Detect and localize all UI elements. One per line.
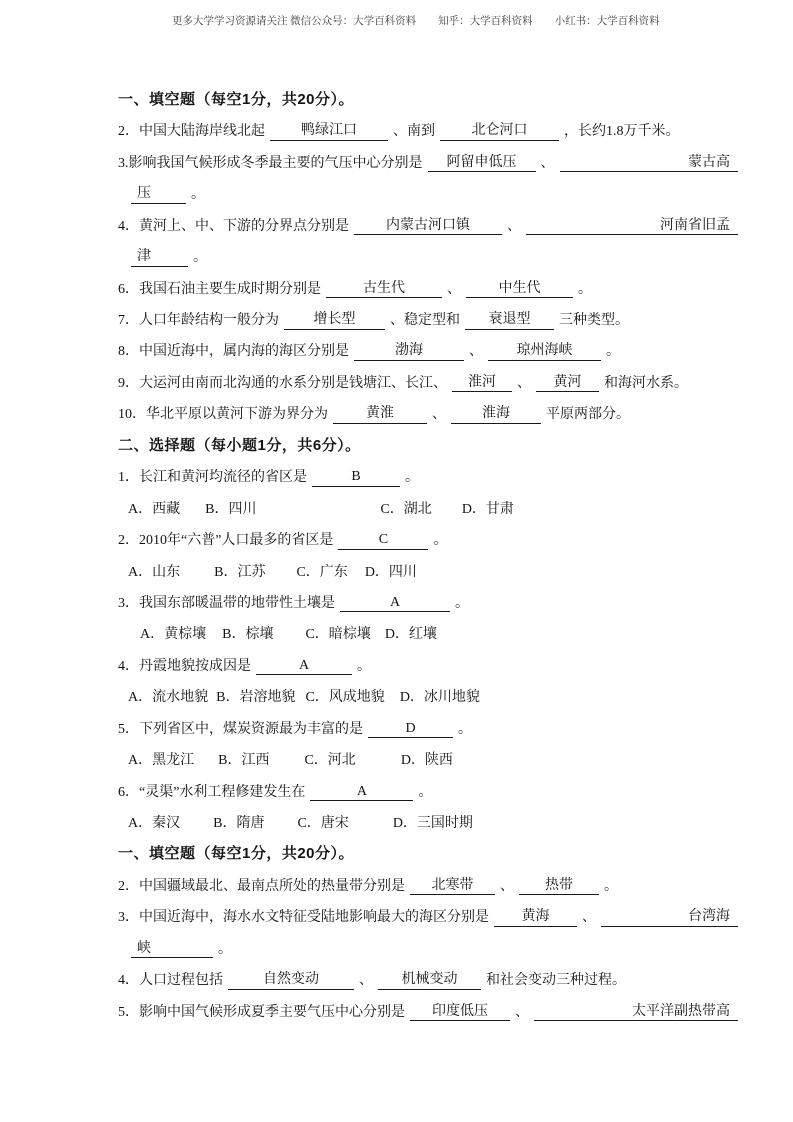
spacing-gap xyxy=(194,768,218,770)
section-heading: 一、填空题（每空1分，共20分）。 xyxy=(118,90,355,108)
header-note-xiaohongshu: 小红书：大学百科资料 xyxy=(554,16,660,27)
spacing-gap xyxy=(264,831,297,833)
question-line xyxy=(118,581,738,612)
answer-blank: 黄海 xyxy=(494,908,577,927)
question-text: 、 xyxy=(507,218,521,234)
spacing-gap xyxy=(180,579,214,581)
answer-blank: 河南省旧孟 xyxy=(526,217,738,236)
question-line xyxy=(118,204,738,235)
question-text: 2．2010年“六普”人口最多的省区是 xyxy=(118,533,334,549)
question-text: 。 xyxy=(357,658,371,674)
option-item: C．唐宋 xyxy=(297,816,349,831)
question-line xyxy=(118,770,738,801)
answer-blank: 黄淮 xyxy=(333,405,427,424)
exam-content xyxy=(118,78,738,1021)
option-item: A．山东 xyxy=(128,564,181,580)
question-line xyxy=(118,298,738,329)
question-line xyxy=(118,707,738,738)
answer-blank: A xyxy=(256,657,352,676)
question-line xyxy=(118,109,738,140)
question-text: 6．“灵渠”水利工程修建发生在 xyxy=(118,784,306,800)
answer-blank: 北寒带 xyxy=(410,877,495,896)
spacing-gap xyxy=(208,705,216,707)
page-header xyxy=(172,13,660,28)
answer-blank: 机械变动 xyxy=(378,971,481,990)
option-item: B．棕壤 xyxy=(222,627,274,643)
question-text: 。 xyxy=(191,187,205,203)
question-line xyxy=(118,141,738,172)
answer-blank: 阿留申低压 xyxy=(428,154,536,173)
option-item: D．陕西 xyxy=(400,753,453,769)
answer-blank: 自然变动 xyxy=(228,971,354,990)
question-text: 、 xyxy=(500,878,514,894)
options-line xyxy=(118,612,738,643)
question-line xyxy=(118,267,738,298)
question-text: 7．人口年龄结构一般分为 xyxy=(118,313,279,328)
question-text: 。 xyxy=(193,250,207,266)
answer-blank: 热带 xyxy=(519,877,599,896)
answer-blank: 鸭绿江口 xyxy=(270,122,388,141)
spacing-gap xyxy=(180,831,213,833)
question-line xyxy=(118,864,738,895)
question-text: ，长约1.8万千米。 xyxy=(564,124,680,140)
spacing-gap xyxy=(432,516,462,518)
question-line xyxy=(118,990,738,1021)
spacing-gap xyxy=(180,516,205,518)
answer-blank: 蒙古高 xyxy=(560,154,739,173)
answer-blank: 衰退型 xyxy=(465,311,554,330)
answer-blank: B xyxy=(312,468,400,487)
question-text: 、 xyxy=(469,344,483,360)
question-text: 4．丹霞地貌按成因是 xyxy=(118,658,251,674)
answer-blank: 压 xyxy=(131,185,186,204)
question-line xyxy=(118,518,738,549)
answer-blank: 台湾海 xyxy=(601,908,738,927)
spacing-gap xyxy=(348,579,365,581)
spacing-gap xyxy=(269,768,304,770)
question-text: 8．中国近海中，属内海的海区分别是 xyxy=(118,344,349,360)
question-text: 、 xyxy=(540,155,555,171)
question-text: 、 xyxy=(517,375,531,391)
answer-blank: 北仑河口 xyxy=(440,122,559,141)
question-line xyxy=(118,392,738,423)
question-line xyxy=(118,361,738,392)
option-item: C．河北 xyxy=(304,753,356,769)
option-item: A．流水地貌 xyxy=(128,690,209,706)
option-item: C．广东 xyxy=(296,564,348,580)
question-text: 5．下列省区中，煤炭资源最为丰富的是 xyxy=(118,721,363,737)
spacing-gap xyxy=(206,642,222,644)
answer-blank: A xyxy=(310,783,413,802)
question-text: 3．我国东部暖温带的地带性土壤是 xyxy=(118,595,335,611)
spacing-gap xyxy=(356,768,401,770)
header-note-wechat: 更多大学学习资源请关注 微信公众号：大学百科资料 xyxy=(172,16,417,27)
spacing-gap xyxy=(265,579,296,581)
answer-blank: 淮河 xyxy=(452,374,512,393)
question-text: 9．大运河由南而北沟通的水系分别是钱塘江、长江、 xyxy=(118,375,447,391)
question-text: 。 xyxy=(418,784,433,800)
question-text: 。 xyxy=(604,878,618,894)
answer-blank: 黄河 xyxy=(536,374,599,393)
question-text: 和海河水系。 xyxy=(604,375,688,391)
option-item: B．岩溶地貌 xyxy=(216,690,296,706)
question-text: 。 xyxy=(455,595,469,611)
spacing-gap xyxy=(273,642,305,644)
question-text: 6．我国石油主要生成时期分别是 xyxy=(118,281,321,297)
option-item: A．西藏 xyxy=(128,501,181,517)
option-item: D．甘肃 xyxy=(461,501,514,517)
continuation-line xyxy=(118,172,738,203)
answer-blank: C xyxy=(338,531,428,550)
question-text: 。 xyxy=(405,470,419,486)
question-text: 3．中国近海中，海水水文特征受陆地影响最大的海区分别是 xyxy=(118,910,489,926)
answer-blank: 峡 xyxy=(131,940,213,959)
answer-blank: A xyxy=(340,594,450,613)
question-text: 、南到 xyxy=(393,124,435,140)
options-line xyxy=(118,675,738,706)
spacing-gap xyxy=(295,705,305,707)
option-item: B．四川 xyxy=(205,501,257,517)
section-heading: 二、选择题（每小题1分，共6分）。 xyxy=(118,436,361,454)
answer-blank: 中生代 xyxy=(466,280,573,299)
continuation-line xyxy=(118,235,738,266)
question-text: 。 xyxy=(458,721,472,737)
option-item: B．隋唐 xyxy=(213,816,265,831)
option-item: C．风成地貌 xyxy=(305,690,385,706)
answer-blank: 印度低压 xyxy=(410,1003,510,1022)
question-text: 。 xyxy=(433,533,448,549)
option-item: A．黄棕壤 xyxy=(140,627,207,643)
question-line xyxy=(118,644,738,675)
spacing-gap xyxy=(256,516,380,518)
option-item: D．红壤 xyxy=(384,627,437,643)
option-item: A．秦汉 xyxy=(128,816,181,831)
answer-blank: 太平洋副热带高 xyxy=(534,1003,738,1022)
question-line xyxy=(118,958,738,989)
question-line xyxy=(118,455,738,486)
options-line xyxy=(118,738,738,769)
question-text: 10．华北平原以黄河下游为界分为 xyxy=(118,407,328,423)
answer-blank: 增长型 xyxy=(284,311,385,330)
question-text: 三种类型。 xyxy=(559,313,629,328)
question-text: 2．中国疆域最北、最南点所处的热量带分别是 xyxy=(118,878,405,894)
spacing-gap xyxy=(371,642,385,644)
question-text: 。 xyxy=(606,344,620,360)
options-line xyxy=(118,487,738,518)
question-text: 1．长江和黄河均流径的省区是 xyxy=(118,470,307,486)
question-text: 。 xyxy=(578,281,592,297)
question-text: 3.影响我国气候形成冬季最主要的气压中心分别是 xyxy=(118,155,423,171)
option-item: D．冰川地貌 xyxy=(399,690,480,706)
spacing-gap xyxy=(349,831,393,833)
question-text: 、 xyxy=(515,1004,529,1020)
header-note-zhihu: 知乎：大学百科资料 xyxy=(438,16,533,27)
answer-blank: 琼州海峡 xyxy=(488,342,601,361)
option-item: C．暗棕壤 xyxy=(305,627,371,643)
question-text: 4．人口过程包括 xyxy=(118,973,223,989)
option-item: C．湖北 xyxy=(380,501,432,517)
question-text: 2．中国大陆海岸线北起 xyxy=(118,124,265,140)
question-text: 、 xyxy=(359,973,373,989)
question-text: 、 xyxy=(432,407,446,423)
question-line xyxy=(118,895,738,926)
continuation-line xyxy=(118,927,738,958)
section-heading: 一、填空题（每空1分，共20分）。 xyxy=(118,845,355,863)
option-item: B．江苏 xyxy=(214,564,266,580)
question-text: 、 xyxy=(447,281,461,297)
option-item: D．四川 xyxy=(364,564,417,580)
answer-blank: 古生代 xyxy=(326,280,442,299)
answer-blank: D xyxy=(368,720,453,739)
question-text: 5．影响中国气候形成夏季主要气压中心分别是 xyxy=(118,1004,405,1020)
question-text: 平原两部分。 xyxy=(546,407,630,423)
question-text: 和社会变动三种过程。 xyxy=(486,973,626,989)
spacing-gap xyxy=(385,705,400,707)
answer-blank: 渤海 xyxy=(354,342,464,361)
question-text: 、 xyxy=(582,910,596,926)
answer-blank: 内蒙古河口镇 xyxy=(354,217,502,236)
question-text: 、稳定型和 xyxy=(390,313,460,328)
question-line xyxy=(118,330,738,361)
options-line xyxy=(118,550,738,581)
question-text: 4．黄河上、中、下游的分界点分别是 xyxy=(118,218,349,234)
options-line xyxy=(118,801,738,832)
option-item: A．黑龙江 xyxy=(128,753,195,769)
question-text: 。 xyxy=(218,941,232,957)
option-item: B．江西 xyxy=(218,753,270,769)
answer-blank: 淮海 xyxy=(451,405,541,424)
option-item: D．三国时期 xyxy=(392,816,473,831)
answer-blank: 津 xyxy=(131,248,188,267)
